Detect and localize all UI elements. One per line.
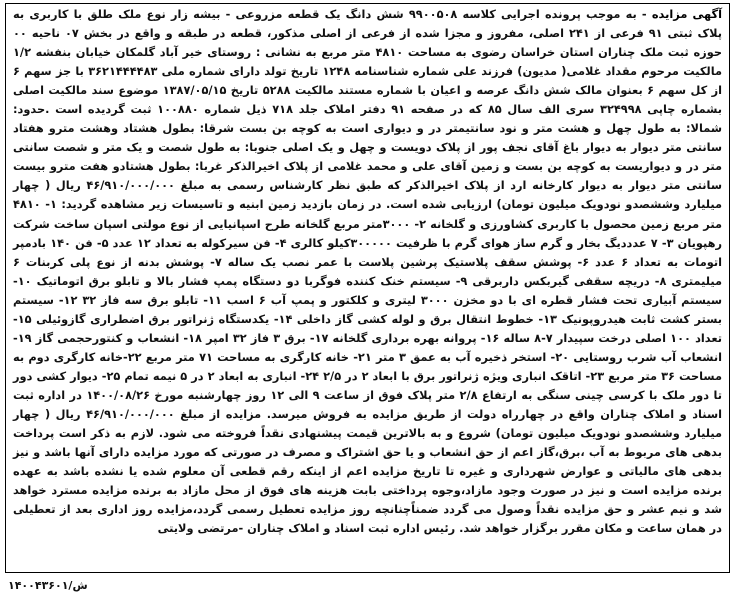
- notice-paragraph-main: - به موجب پرونده اجرایی کلاسه ۹۹۰۰۵۰۸ شش دانگ یک قطعه مزروعی - بیشه زار نوع ملک طلق با کاربری به پلاک ثبتی ۹۱ فرعی از ۲۴۱ اصلی، مفروز و مجزا شده از فرعی از اصلی مذکور، قطعه در طبقه و واقع در بخش ۰۷ ناحیه ۰۰ حوزه ثبت ملک چناران استان خراسان رضوی به مساحت ۴۸۱۰ متر مربع به نشانی : روستای خیر آباد گلمکان خیابان بنفشه ۱/۲ مالکیت مرحوم مقداد غلامی( مدیون) فرزند علی شماره شناسنامه ۱۲۴۸ تاریخ تولد دارای شماره ملی ۳۶۲۱۴۴۴۴۸۳ با جز سهم ۶ از کل سهم ۶ بعنوان مالک شش دانگ عرصه و اعیان با شماره مستند مالکیت ۵۲۸۸ تاریخ ۱۳۸۷/۰۵/۱۵ موضوع سند مالکیت اصلی بشماره چاپی ۳۲۴۹۹۸ سری الف سال ۸۵ که در صفحه ۹۱ دفتر املاک جلد ۷۱۸ ذیل شماره ۱۰۰۸۸۰ ثبت گردیده است .حدود: شمالا: به طول چهل و هشت متر و نود سانتیمتر در و دیواری است به کوچه بن بست شرقا: بطول هشتاد وهشت مترو هفتاد سانتی متر دیوار به دیوار باغ آقای نجف پور از پلاک دویست و چهل و یک اصلی جنوبا: به طول شصت و یک متر و شصت سانتی متر در و دیواریست به کوچه بن بست و زمین آقای علی و محمد غلامی از پلاک اخیرالذکر غربا: بطول هشتادو هفت مترو بیست سانتی متر دیوار به دیوار کارخانه ارد از پلاک اخیرالذکر که طبق نظر کارشناس رسمی به مبلغ ۴۶/۹۱۰/۰۰۰/۰۰۰ ریال ( چهار میلیارد وششصدو نودویک میلیون تومان) ارزیابی شده است. در زمان بازدید زمین ابنیه و تاسیسات زیر مشاهده گردید: ۱- ۴۸۱۰ متر مربع زمین محصول با کاربری کشاورزی و گلخانه ۲- ۳۰۰۰متر مربع گلخانه طرح اسپانیایی از نوع مولتی اسپان ساخت شرکت رهپویان ۳- ۷ عدددیگ بخار و گرم ساز هوای گرم با ظرفیت ۳۰۰۰۰۰کیلو کالری ۴- فن سیرکوله به تعداد ۱۲ عدد ۵- فن ۱۴۰ بادمپر اتومات به تعداد ۶ عدد ۶- پوشش سقف پلاستیک پرشین پلاست با عمر نصب یک ساله ۷- پوشش بدنه از نوع پلی کربنات ۶ میلیمتری ۸- دریچه سقفی گیربکس داربرقی ۹- سیستم خنک کننده فوگربا دو دستگاه پمپ فشار بالا و تابلو برق اتوماتیک ۱۰- سیستم آبیاری تحت فشار قطره ای با دو مخزن ۳۰۰۰ لیتری و کلکتور و پمپ آب ۶ اسب ۱۱- تابلو برق سه فاز ۳۲ ۱۲- سیستم بستر کشت ثابت هیدروپونیک ۱۳- خطوط انتقال برق و لوله کشی گاز داخلی ۱۴- یکدستگاه ژنراتور برق اضطراری گازوئیلی ۱۵- تعداد ۱۰۰ اصلی درخت سپیدار ۷-۸ ساله ۱۶- پروانه بهره برداری گلخانه ۱۷- برق ۳ فاز ۳۲ امپر ۱۸- انشعاب و کنتورحجمی گاز ۱۹- انشعاب آب شرب روستایی ۲۰- استخر ذخیره آب به عمق ۳ متر ۲۱- خانه کارگری به مساحت ۷۱ متر مربع ۲۲-خانه کارگری دوم به مساحت ۳۶ متر مربع ۲۳- اتاقک انباری ویژه ژنراتور برق با ابعاد ۲ در ۲/۵ ۲۴- انباری به ابعاد ۲ در ۵ نیمه تمام ۲۵- دیوار کشی دور تا دور ملک با کرسی چینی سنگی به ارتفاع ۲/۸ متر پلاک فوق از ساعت ۹ الی ۱۲ روز چهارشنبه مورخ ۱۴۰۰/۰۸/۲۶ در اداره ثبت اسناد و املاک چناران واقع در چهارراه دولت از طریق مزایده به فروش میرسد. مزایده از مبلغ ۴۶/۹۱۰/۰۰۰/۰۰۰ ریال ( چهار میلیارد وششصدو نودویک میلیون تومان) شروع و به بالاترین قیمت پیشنهادی نقداً فروخته می شود. لازم به ذکر است پرداخت بدهی های مربوط به آب ،برق،گاز اعم از حق انشعاب و یا حق اشتراک و مصرف در صورتی که مورد مزایده دارای آنها باشد و نیز بدهی های مالیاتی و عوارض شهرداری و غیره تا تاریخ مزایده اعم از اینکه رقم قطعی آن معلوم شده یا نشده باشد به عهده برنده مزایده است و نیز در صورت وجود مازاد،وجوه پرداختی بابت هزینه های فوق از محل مازاد به برنده مزایده مسترد خواهد شد و نیم عشر و حق مزایده نقداً وصول می گردد ضمناًچنانچه روز مزایده تعطیل رسمی گردد،مزایده روز اداری بعد از تعطیلی در همان ساعت و مکان مقرر برگزار خواهد شد.: [13, 7, 723, 536]
- notice-frame: [5, 3, 730, 573]
- notice-body: [13, 5, 722, 538]
- notice-signature: رئیس اداره ثبت اسناد و املاک چناران -مرتضی ولایتی: [157, 521, 456, 536]
- ad-code: ۱۴۰۰۴۳۶۰۱/ش: [8, 579, 88, 592]
- notice-headline: آگهی مزایده: [651, 7, 722, 21]
